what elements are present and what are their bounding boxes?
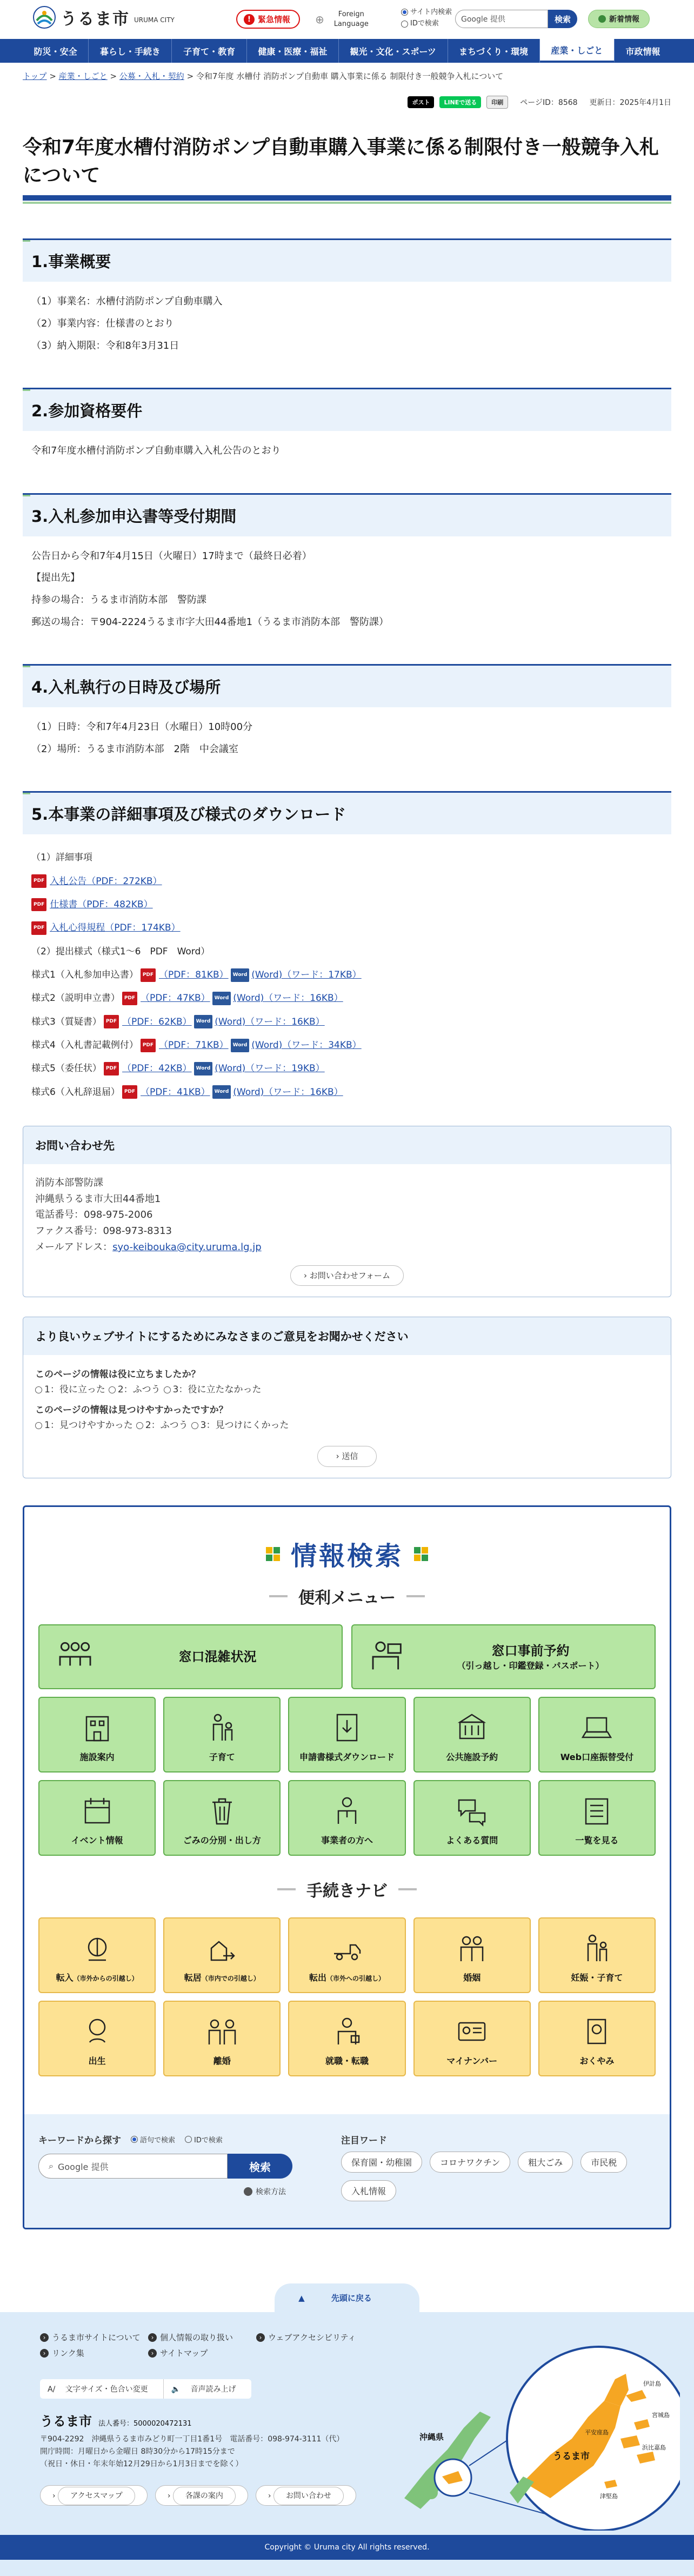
map-label-island: 津堅島 bbox=[600, 2493, 618, 2500]
id-card-icon bbox=[456, 2015, 488, 2048]
laptop-icon bbox=[580, 1711, 613, 1744]
navi-label: 就職・転職 bbox=[325, 2056, 369, 2067]
voice-read-button[interactable]: 🔈 音声読み上げ bbox=[164, 2379, 251, 2399]
footer-hours: 開庁時間：月曜日から金曜日 8時30分から17時15分まで bbox=[40, 2447, 235, 2457]
footer-address: 〒904-2292 沖縄県うるま市みどり町一丁目1番1号 電話番号：098-974-3111（代） bbox=[40, 2435, 344, 2444]
new-info-label: 新着情報 bbox=[609, 15, 639, 24]
new-info-button[interactable] bbox=[588, 10, 650, 28]
emergency-button[interactable] bbox=[236, 10, 300, 29]
body-line: （1）日時：令和7年4月23日（水曜日）10時00分 bbox=[31, 721, 253, 733]
menu-label: 申請書様式ダウンロード bbox=[299, 1752, 395, 1763]
body-line: （2）事業内容：仕様書のとおり bbox=[31, 317, 174, 329]
submit-label: 送信 bbox=[342, 1451, 358, 1462]
breadcrumb: トップ > 産業・しごと > 公募・入札・契約 > 令和7年度 水槽付 消防ポンプ自動車 購入事業に係る 制限付き一般競争入札について bbox=[23, 71, 504, 81]
breadcrumb-link[interactable]: 公募・入札・契約 bbox=[119, 71, 184, 81]
breadcrumb-current: 令和7年度 水槽付 消防ポンプ自動車 購入事業に係る 制限付き一般競争入札について bbox=[196, 71, 504, 81]
mail-label: メールアドレス： bbox=[35, 1241, 113, 1253]
kw-search-input[interactable] bbox=[38, 2154, 228, 2179]
accessibility-tools bbox=[40, 2379, 251, 2399]
navi-card[interactable] bbox=[163, 2001, 281, 2076]
radio-site-search[interactable] bbox=[401, 6, 452, 18]
navi-card[interactable] bbox=[163, 1917, 281, 1993]
nav-item-active[interactable]: 産業・しごと bbox=[540, 39, 615, 63]
word-icon: Word bbox=[194, 1015, 213, 1028]
body-line: 公告日から令和7年4月15日（火曜日）17時まで（最終日必着） bbox=[31, 550, 312, 562]
menu-card[interactable] bbox=[38, 1697, 156, 1772]
bottom-strip bbox=[0, 2560, 694, 2576]
navi-card[interactable] bbox=[288, 2001, 405, 2076]
navi-sub: （市外への引越し） bbox=[326, 1975, 385, 1983]
info-title-text: 情報検索 bbox=[290, 1541, 403, 1572]
header-search-button[interactable]: 検索 bbox=[548, 10, 577, 28]
page-title: 令和7年度水槽付消防ポンプ自動車購入事業に係る制限付き一般競争入札について bbox=[23, 134, 671, 201]
section-heading: 4.入札執行の日時及び場所 bbox=[23, 664, 671, 707]
updated-date: 更新日：2025年4月1日 bbox=[589, 98, 671, 107]
departments-button[interactable]: › 各課の案内 bbox=[155, 2485, 248, 2506]
form-word-link[interactable]: (Word)（ワード：16KB） bbox=[233, 993, 343, 1004]
pdf-icon: PDF bbox=[141, 968, 156, 982]
navi-sub: （市外からの引越し） bbox=[73, 1975, 138, 1983]
section-eligibility bbox=[23, 388, 671, 460]
body-line: 【提出先】 bbox=[31, 572, 80, 584]
navi-label: 婚姻 bbox=[463, 1973, 481, 1983]
navi-card[interactable] bbox=[38, 1917, 156, 1993]
navi-label: 出生 bbox=[88, 2056, 106, 2067]
body-line: 持参の場合：うるま市消防本部 警防課 bbox=[31, 594, 206, 606]
nav-item[interactable]: 暮らし・手続き bbox=[89, 39, 172, 63]
nav-item[interactable]: まちづくり・環境 bbox=[448, 39, 540, 63]
footer-link[interactable]: › うるま市サイトについて bbox=[40, 2332, 148, 2343]
contact-line: 電話番号：098-975-2006 bbox=[35, 1209, 153, 1221]
radio-id-label: IDで検索 bbox=[410, 19, 439, 28]
form-name: 様式1（入札参加申込書） bbox=[31, 970, 138, 981]
foreign-language-link[interactable] bbox=[315, 10, 373, 29]
contact-heading: お問い合わせ先 bbox=[23, 1126, 671, 1164]
word-icon: Word bbox=[231, 1039, 250, 1052]
radio-dot-icon bbox=[136, 1422, 143, 1429]
word-icon: Word bbox=[194, 1062, 213, 1075]
hot-word-chip[interactable]: 市民税 bbox=[580, 2152, 627, 2173]
footer-btn-label: お問い合わせ bbox=[273, 2487, 344, 2505]
reception-desk-icon bbox=[366, 1638, 410, 1676]
city-name: うるま市 bbox=[40, 2414, 92, 2429]
footer-link[interactable]: › サイトマップ bbox=[148, 2347, 256, 2359]
section-heading: 3.入札参加申込書等受付期間 bbox=[23, 493, 671, 536]
menu-label: 公共施設予約 bbox=[446, 1752, 498, 1763]
radio-dot-icon bbox=[185, 2136, 192, 2143]
contact-line: 沖縄県うるま市大田44番地1 bbox=[35, 1193, 161, 1205]
menu-label: 事業者の方へ bbox=[321, 1835, 373, 1846]
navi-label: マイナンバー bbox=[446, 2056, 498, 2067]
big-card-title: 窓口事前予約 bbox=[491, 1643, 570, 1659]
nav-item[interactable]: 子育て・教育 bbox=[172, 39, 246, 63]
navi-grid bbox=[38, 1917, 656, 2076]
logo-mark-icon bbox=[32, 5, 56, 29]
footer-links bbox=[40, 2332, 381, 2359]
hot-word-chip[interactable]: 粗大ごみ bbox=[518, 2152, 573, 2173]
section-downloads bbox=[23, 791, 671, 1104]
menu-label: 一覧を見る bbox=[575, 1835, 619, 1846]
radio-dot-icon bbox=[131, 2136, 138, 2143]
pdf-icon: PDF bbox=[31, 921, 46, 935]
form-name: 様式3（質疑書） bbox=[31, 1016, 102, 1027]
breadcrumb-link[interactable]: 産業・しごと bbox=[58, 71, 108, 81]
logo-en: URUMA CITY bbox=[134, 16, 175, 24]
howto-label: 検索方法 bbox=[256, 2188, 286, 2197]
survey-option[interactable] bbox=[191, 1418, 289, 1433]
island-dot bbox=[425, 2486, 438, 2499]
footer-link[interactable]: › リンク集 bbox=[40, 2347, 148, 2359]
hot-word-chip[interactable]: 保育園・幼稚園 bbox=[341, 2152, 422, 2173]
search-icon: ⌕ bbox=[49, 2161, 54, 2172]
survey-heading: より良いウェブサイトにするためにみなさまのご意見をお聞かせください bbox=[23, 1317, 671, 1355]
pdf-icon: PDF bbox=[104, 1015, 119, 1028]
people-queue-icon bbox=[54, 1638, 97, 1676]
form-word-link[interactable]: (Word)（ワード：19KB） bbox=[215, 1063, 325, 1074]
section-heading: 1.事業概要 bbox=[23, 238, 671, 282]
voice-label: 音声読み上げ bbox=[190, 2385, 236, 2394]
back-to-top-label: ▲ 先頭に戻る bbox=[275, 2283, 419, 2312]
facility-pass-icon bbox=[456, 1711, 488, 1744]
marriage-icon bbox=[456, 1932, 488, 1964]
site-footer bbox=[0, 2312, 694, 2535]
body-line: （2）場所：うるま市消防本部 2階 中会議室 bbox=[31, 743, 238, 755]
menu-title: 便利メニュー bbox=[24, 1584, 670, 1608]
form-row bbox=[31, 1011, 663, 1034]
business-person-icon bbox=[331, 1795, 363, 1827]
menu-card[interactable] bbox=[288, 1780, 405, 1856]
contact-box bbox=[23, 1126, 671, 1297]
search-howto-link[interactable] bbox=[244, 2186, 319, 2197]
survey-option[interactable] bbox=[109, 1382, 161, 1397]
form-pdf-link[interactable]: （PDF：42KB） bbox=[122, 1063, 192, 1074]
menu-card[interactable] bbox=[413, 1780, 531, 1856]
navi-card[interactable] bbox=[38, 2001, 156, 2076]
navi-label: おくやみ bbox=[579, 2056, 615, 2067]
moving-in-icon bbox=[81, 1932, 114, 1964]
radio-dot-icon bbox=[401, 21, 408, 28]
section-bid-date bbox=[23, 664, 671, 758]
access-map-button[interactable]: › アクセスマップ bbox=[40, 2485, 148, 2506]
kw-placeholder: Google 提供 bbox=[57, 2161, 109, 2172]
body-line: 令和7年度水槽付消防ポンプ自動車購入入札公告のとおり bbox=[31, 445, 281, 457]
survey-option[interactable] bbox=[35, 1418, 133, 1433]
header-search bbox=[455, 10, 577, 28]
navi-card[interactable] bbox=[413, 2001, 531, 2076]
kw-search-button[interactable]: 検索 bbox=[228, 2154, 292, 2179]
moving-house-icon bbox=[206, 1932, 238, 1964]
form-row bbox=[31, 1034, 663, 1057]
form-pdf-link[interactable]: （PDF：71KB） bbox=[159, 1040, 229, 1051]
map-label-okinawa: 沖縄県 bbox=[419, 2432, 444, 2442]
globe-icon: ⊕ bbox=[315, 13, 324, 26]
to-top-text: 先頭に戻る bbox=[308, 2288, 396, 2308]
form-name: 様式4（入札書記載例付） bbox=[31, 1040, 138, 1051]
navi-card[interactable] bbox=[538, 1917, 656, 1993]
menu-card[interactable] bbox=[163, 1697, 281, 1772]
big-card-label bbox=[421, 1642, 655, 1671]
keyword-search-area bbox=[24, 2114, 670, 2228]
form-word-link[interactable]: (Word)（ワード：16KB） bbox=[215, 1016, 325, 1027]
contact-form-label: お問い合わせフォーム bbox=[309, 1270, 391, 1280]
menu-card[interactable] bbox=[288, 1697, 405, 1772]
building-icon bbox=[81, 1711, 114, 1744]
radio-label: 語句で検索 bbox=[140, 2136, 176, 2145]
question-bubble-icon bbox=[456, 1795, 488, 1827]
radio-site-label: サイト内検索 bbox=[410, 8, 452, 16]
radio-dot-icon bbox=[164, 1386, 171, 1393]
x-post-button[interactable]: ポスト bbox=[408, 96, 434, 108]
footer-buttons bbox=[40, 2485, 356, 2506]
footer-holiday: （祝日・休日・年末年始12月29日から1月3日までを除く） bbox=[40, 2460, 243, 2469]
pregnancy-icon bbox=[580, 1932, 613, 1964]
pdf-link[interactable]: 仕様書（PDF：482KB） bbox=[50, 899, 153, 910]
contact-form-button[interactable]: › お問い合わせフォーム bbox=[290, 1265, 404, 1286]
big-card-sub: （引っ越し・印鑑登録・パスポート） bbox=[457, 1660, 604, 1671]
text-size-button[interactable]: A/ 文字サイズ・色合い変更 bbox=[40, 2379, 164, 2399]
pdf-icon: PDF bbox=[122, 992, 137, 1005]
radio-dot-icon bbox=[35, 1386, 42, 1393]
help-icon bbox=[244, 2187, 252, 2196]
body-line: （3）納入期限：令和8年3月31日 bbox=[31, 340, 179, 351]
navi-label: 離婚 bbox=[213, 2056, 231, 2067]
global-nav bbox=[0, 39, 694, 63]
footer-info bbox=[40, 2433, 386, 2471]
survey-question: このページの情報は役に立ちましたか？ bbox=[35, 1369, 201, 1380]
menu-card[interactable] bbox=[538, 1697, 656, 1772]
new-info-icon bbox=[598, 15, 606, 23]
form-row bbox=[31, 987, 663, 1010]
word-icon: Word bbox=[231, 968, 250, 982]
form-row bbox=[31, 964, 663, 987]
form-name: 様式6（入札辞退届） bbox=[31, 1086, 120, 1098]
radio-dot-icon bbox=[401, 9, 408, 16]
list-icon bbox=[580, 1795, 613, 1827]
navi-card[interactable] bbox=[288, 1917, 405, 1993]
option-label: 3：役に立たなかった bbox=[172, 1384, 262, 1396]
navi-label: 妊娠・子育て bbox=[571, 1973, 623, 1983]
section-application-period bbox=[23, 493, 671, 630]
form-word-link[interactable]: (Word)（ワード：16KB） bbox=[233, 1086, 343, 1098]
map-label-island: 浜比嘉島 bbox=[642, 2444, 666, 2452]
kw-radio-site[interactable] bbox=[131, 2134, 175, 2145]
form-pdf-link[interactable]: （PDF：62KB） bbox=[122, 1016, 192, 1027]
menu-card[interactable] bbox=[163, 1780, 281, 1856]
search-placeholder: Google 提供 bbox=[461, 15, 505, 24]
nav-item[interactable]: 観光・文化・スポーツ bbox=[339, 39, 448, 63]
info-title bbox=[24, 1535, 670, 1572]
survey-option[interactable] bbox=[164, 1382, 262, 1397]
form-pdf-link[interactable]: （PDF：41KB） bbox=[141, 1086, 210, 1098]
form-pdf-link[interactable]: （PDF：47KB） bbox=[141, 993, 210, 1004]
form-row bbox=[31, 1057, 663, 1080]
map-label-island: 伊計島 bbox=[643, 2380, 661, 2388]
header-search-input[interactable] bbox=[455, 10, 548, 28]
contact-line: 消防本部警防課 bbox=[35, 1177, 103, 1189]
text-size-label: 文字サイズ・色合い変更 bbox=[65, 2385, 148, 2394]
site-logo[interactable] bbox=[32, 5, 175, 29]
nav-item[interactable]: 健康・医療・福祉 bbox=[247, 39, 339, 63]
pdf-icon: PDF bbox=[122, 1085, 137, 1099]
section-heading: 5.本事業の詳細事項及び様式のダウンロード bbox=[23, 791, 671, 834]
mail-link[interactable]: syo-keibouka@city.uruma.lg.jp bbox=[112, 1241, 262, 1253]
foreign-language-label: Foreign Language bbox=[333, 10, 369, 29]
map-label-island: 宮城島 bbox=[652, 2412, 670, 2419]
parent-child-icon bbox=[206, 1711, 238, 1744]
section-overview bbox=[23, 238, 671, 354]
corp-number: 法人番号：5000020472131 bbox=[98, 2420, 192, 2428]
survey-box bbox=[23, 1317, 671, 1478]
calendar-icon bbox=[81, 1795, 114, 1827]
form-pdf-link[interactable]: （PDF：81KB） bbox=[159, 970, 229, 981]
pdf-icon: PDF bbox=[104, 1062, 119, 1075]
counter-status-card[interactable] bbox=[38, 1624, 343, 1689]
kw-radio-id[interactable] bbox=[185, 2134, 223, 2145]
warning-icon: ! bbox=[244, 14, 255, 25]
form-word-link[interactable]: (Word)（ワード：34KB） bbox=[251, 1040, 362, 1051]
city-map-illustration bbox=[388, 2320, 680, 2531]
page-toolbar bbox=[0, 82, 694, 109]
menu-label: ごみの分別・出し方 bbox=[183, 1835, 261, 1846]
navi-sub: （市内での引越し） bbox=[201, 1975, 260, 1983]
survey-submit-button[interactable]: › 送信 bbox=[317, 1446, 377, 1467]
radio-dot-icon bbox=[35, 1422, 42, 1429]
emergency-label: 緊急情報 bbox=[258, 15, 291, 24]
option-label: 1：役に立った bbox=[44, 1384, 105, 1396]
print-button[interactable]: 印刷 bbox=[486, 96, 508, 109]
breadcrumb-link[interactable]: トップ bbox=[23, 71, 47, 81]
form-name: 様式5（委任状） bbox=[31, 1063, 102, 1074]
menu-label: 施設案内 bbox=[79, 1752, 115, 1763]
word-icon: Word bbox=[212, 992, 231, 1005]
pdf-icon: PDF bbox=[141, 1039, 156, 1052]
big-card-label: 窓口混雑状況 bbox=[178, 1649, 257, 1665]
search-mode-radios bbox=[401, 6, 452, 30]
page-id: ページID：8568 bbox=[520, 98, 578, 107]
trash-icon bbox=[206, 1795, 238, 1827]
radio-id-search[interactable] bbox=[401, 18, 452, 29]
option-label: 2：ふつう bbox=[117, 1384, 161, 1396]
radio-dot-icon bbox=[109, 1386, 116, 1393]
menu-label: よくある質問 bbox=[446, 1835, 498, 1846]
pdf-icon: PDF bbox=[31, 874, 46, 888]
inquiry-button[interactable]: › お問い合わせ bbox=[256, 2485, 356, 2506]
body-line: 郵送の場合：〒904-2224うるま市字大田44番地1（うるま市消防本部 警防課） bbox=[31, 616, 389, 628]
menu-label: Web口座振替受付 bbox=[560, 1752, 634, 1763]
form-row bbox=[31, 1081, 663, 1104]
navi-label: 転居 bbox=[184, 1973, 202, 1983]
line-share-button[interactable]: LINEで送る bbox=[439, 96, 481, 108]
footer-link[interactable]: › ウェブアクセシビリティ bbox=[256, 2332, 381, 2343]
baby-icon bbox=[81, 2015, 114, 2048]
form-name: 様式2（説明申立書） bbox=[31, 993, 120, 1004]
menu-grid bbox=[38, 1697, 656, 1856]
navi-label: 転入 bbox=[56, 1973, 74, 1983]
document-download-icon bbox=[331, 1711, 363, 1744]
condolence-icon bbox=[580, 2015, 613, 2048]
moving-out-icon bbox=[331, 1932, 363, 1964]
kw-label: キーワードから探す bbox=[38, 2135, 121, 2147]
navi-card[interactable] bbox=[413, 1917, 531, 1993]
option-label: 3：見つけにくかった bbox=[200, 1420, 289, 1431]
survey-option[interactable] bbox=[35, 1382, 105, 1397]
info-search-panel bbox=[23, 1505, 671, 2229]
site-header bbox=[0, 0, 694, 39]
nav-item[interactable]: 市政情報 bbox=[625, 46, 660, 57]
pdf-link[interactable]: 入札公告（PDF：272KB） bbox=[50, 875, 162, 887]
pdf-icon: PDF bbox=[31, 898, 46, 912]
job-change-icon bbox=[331, 2015, 363, 2048]
reservation-card[interactable] bbox=[351, 1624, 656, 1689]
radio-label: IDで検索 bbox=[194, 2136, 223, 2145]
hot-words-label: 注目ワード bbox=[341, 2135, 387, 2147]
navi-title: 手続きナビ bbox=[24, 1877, 670, 1901]
survey-question: このページの情報は見つけやすかったですか？ bbox=[35, 1405, 228, 1416]
section-heading: 2.参加資格要件 bbox=[23, 388, 671, 431]
copyright: Copyright © Uruma city All rights reserved. bbox=[0, 2535, 694, 2560]
map-label-uruma: うるま市 bbox=[553, 2451, 590, 2462]
hot-word-chip[interactable]: コロナワクチン bbox=[430, 2152, 510, 2173]
hot-word-chip[interactable]: 入札情報 bbox=[341, 2180, 396, 2201]
option-label: 2：ふつう bbox=[145, 1420, 188, 1431]
body-line: （1）事業名：水槽付消防ポンプ自動車購入 bbox=[31, 296, 223, 308]
map-label-island: 平安座島 bbox=[585, 2429, 609, 2436]
menu-label: 子育て bbox=[209, 1752, 235, 1763]
decor-icon bbox=[414, 1547, 428, 1561]
menu-card[interactable] bbox=[413, 1697, 531, 1772]
nav-item[interactable]: 防災・安全 bbox=[23, 39, 89, 63]
footer-link[interactable]: › 個人情報の取り扱い bbox=[148, 2332, 256, 2343]
menu-card[interactable] bbox=[538, 1780, 656, 1856]
option-label: 1：見つけやすかった bbox=[44, 1420, 133, 1431]
back-to-top[interactable] bbox=[0, 2283, 694, 2312]
footer-city-name bbox=[40, 2411, 192, 2429]
navi-card[interactable] bbox=[538, 2001, 656, 2076]
survey-option[interactable] bbox=[136, 1418, 188, 1433]
radio-dot-icon bbox=[191, 1422, 198, 1429]
forms-label: （2）提出様式（様式1～6 PDF Word） bbox=[31, 946, 210, 957]
form-word-link[interactable]: (Word)（ワード：17KB） bbox=[251, 970, 362, 981]
footer-btn-label: 各課の案内 bbox=[173, 2487, 236, 2505]
contact-line: ファクス番号：098-973-8313 bbox=[35, 1225, 172, 1237]
divorce-icon bbox=[206, 2015, 238, 2048]
logo-name: うるま市 bbox=[61, 10, 130, 29]
detail-label: （1）詳細事項 bbox=[31, 852, 92, 864]
menu-label: イベント情報 bbox=[71, 1835, 123, 1846]
decor-icon bbox=[266, 1547, 280, 1561]
word-icon: Word bbox=[212, 1085, 231, 1099]
menu-card[interactable] bbox=[38, 1780, 156, 1856]
navi-label: 転出 bbox=[309, 1973, 326, 1983]
pdf-link[interactable]: 入札心得規程（PDF：174KB） bbox=[50, 922, 181, 934]
footer-btn-label: アクセスマップ bbox=[58, 2487, 135, 2505]
